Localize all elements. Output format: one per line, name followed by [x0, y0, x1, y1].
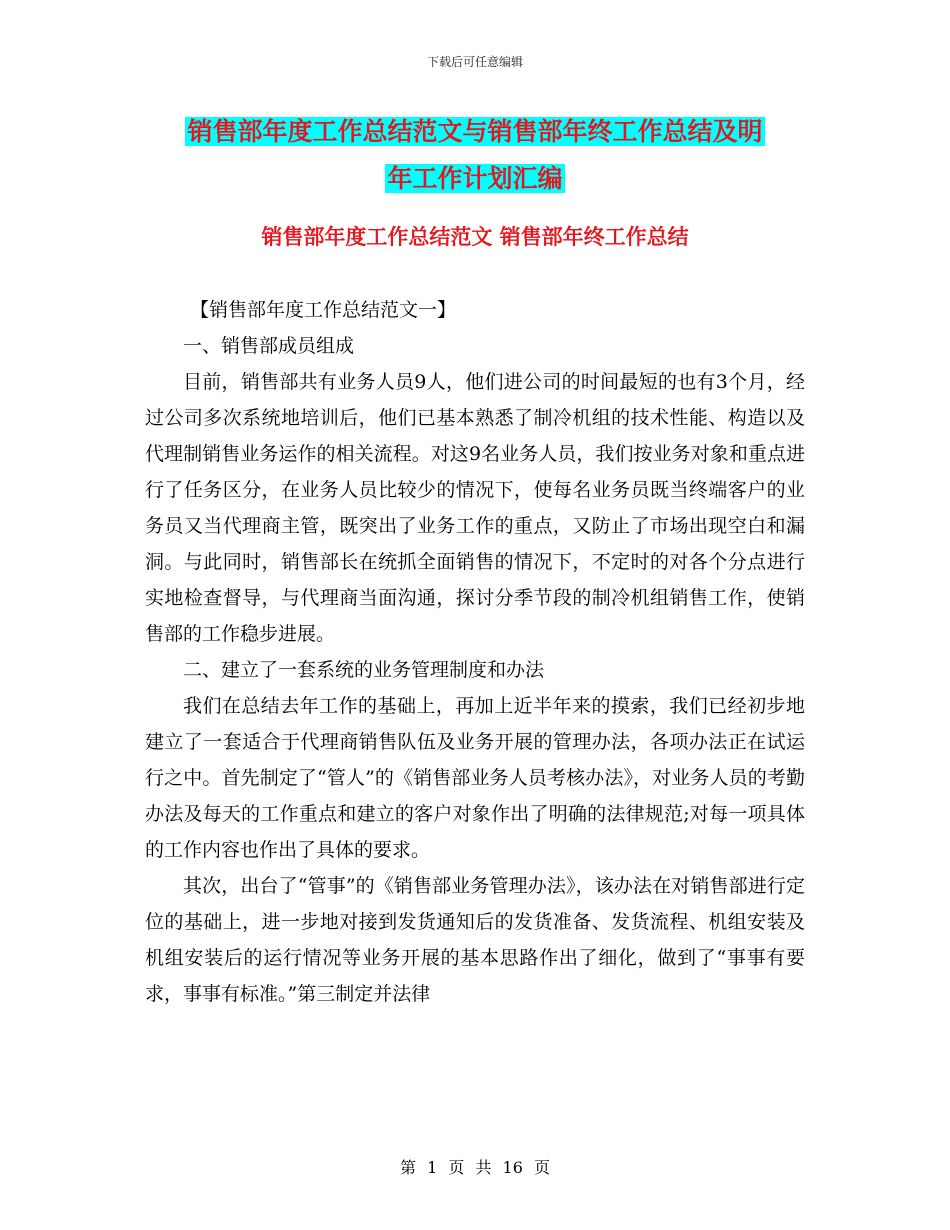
- page-footer: 第 1 页 共 16 页: [400, 1158, 550, 1177]
- section-title: 销售部年度工作总结范文 销售部年终工作总结: [261, 225, 689, 249]
- title-line-2: 年工作计划汇编: [387, 164, 563, 193]
- paragraph: 其次，出台了“管事”的《销售部业务管理办法》，该办法在对销售部进行定位的基础上，进一步地对接到发货通知后的发货准备、发货流程、机组安装及机组安装后的运行情况等业务开展的基本思路作出了细化，做到了“事事有要求，事事有标准。”第三制定并法律: [145, 875, 805, 1005]
- paragraph: 我们在总结去年工作的基础上，再加上近半年来的摸索，我们已经初步地建立了一套适合于代理商销售队伍及业务开展的管理办法，各项办法正在试运行之中。首先制定了“管人”的《销售部业务人员考核办法》，对业务人员的考勤办法及每天的工作重点和建立的客户对象作出了明确的法律规范;对每一项具体的工作内容也作出了具体的要求。: [145, 695, 805, 861]
- title-line-1: 销售部年度工作总结范文与销售部年终工作总结及明: [187, 117, 763, 146]
- subheading-management-system: 二、建立了一套系统的业务管理制度和办法: [183, 659, 545, 681]
- document-title: [0, 108, 950, 202]
- document-body: [145, 292, 805, 1012]
- paragraph: 目前，销售部共有业务人员9人，他们进公司的时间最短的也有3个月，经过公司多次系统地培训后，他们已基本熟悉了制冷机组的技术性能、构造以及代理制销售业务运作的相关流程。对这9名业务人员，我们按业务对象和重点进行了任务区分，在业务人员比较少的情况下，使每名业务员既当终端客户的业务员又当代理商主管，既突出了业务工作的重点，又防止了市场出现空白和漏洞。与此同时，销售部长在统抓全面销售的情况下，不定时的对各个分点进行实地检查督导，与代理商当面沟通，探讨分季节段的制冷机组销售工作，使销售部的工作稳步进展。: [145, 371, 805, 645]
- header-note: 下载后可任意编辑: [426, 55, 523, 69]
- subheading-members: 一、销售部成员组成: [183, 335, 355, 357]
- section-heading: 【销售部年度工作总结范文一】: [190, 299, 457, 321]
